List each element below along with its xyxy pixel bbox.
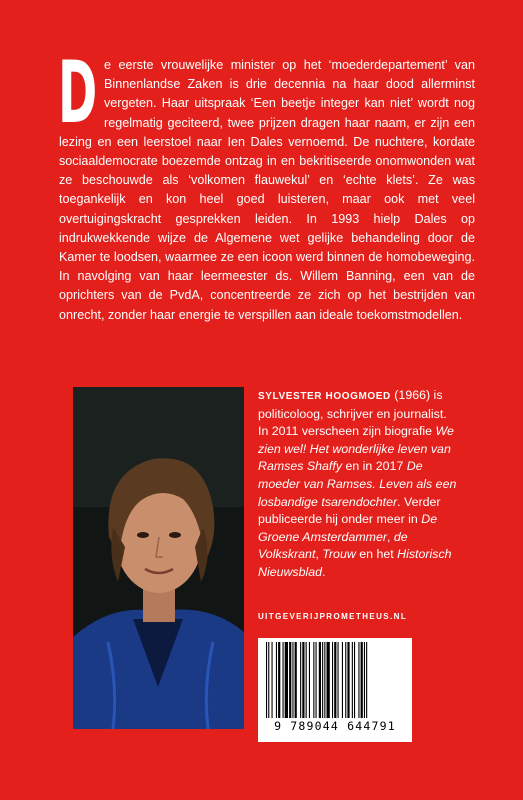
- blurb-text: e eerste vrouwelijke minister op het ‘moederdepartement’ van Binnenlandse Zaken is drie decennia na haar dood allerminst vergeten. Haar uitspraak ‘Een beetje integer kan niet’ wordt nog regelmatig geciteerd, twee prijzen dragen haar naam, er zijn een lezing en een leerstoel naar Ien Dales vernoemd. De nuchtere, kordate sociaaldemocrate boezemde ontzag in en bekritiseerde onomwonden wat ze beschouwde als ‘volkomen flauwekul’ en ‘echte klets’. Ze was toegankelijk en kon heel goed luisteren, maar ook met veel overtuigingskracht gesprekken leiden. In 1993 hielp Dales op indrukwekkende wijze de Algemene wet gelijke behandeling door de Kamer te loodsen, waarmee ze een icoon werd binnen de homobeweging. In navolging van haar leermeester ds. Willem Banning, een van de oprichters van de PvdA, concentreerde ze zich op het bestrijden van onrecht, zonder haar energie te verspillen aan ideale toekomstmodellen.: [59, 58, 475, 322]
- bio-text: (1966) is politicoloog, schrijver en journalist. In 2011 verscheen zijn biografie: [258, 388, 447, 439]
- bio-text: .: [322, 564, 326, 579]
- publication-title: Trouw: [322, 547, 356, 562]
- bio-text: ,: [315, 547, 323, 562]
- bio-text: en het: [355, 547, 398, 562]
- publication-title: De Groene Amsterdammer: [258, 512, 438, 544]
- isbn-number: 9 789044 644791: [274, 719, 396, 733]
- author-photo: [73, 387, 244, 729]
- publication-title: de Volkskrant: [258, 529, 408, 562]
- book-title: We zien wel! Het wonderlijke leven van Ramses Shaffy: [258, 424, 454, 474]
- author-bio: [258, 387, 460, 582]
- bio-text: . Verder publiceerde hij onder meer in: [258, 494, 441, 527]
- author-name: SYLVESTER HOOGMOED: [258, 391, 391, 402]
- bio-text: ,: [387, 529, 394, 544]
- book-title: De moeder van Ramses. Leven als een losbandige tsarendochter: [258, 459, 457, 509]
- bio-text: en in 2017: [342, 459, 407, 474]
- barcode-bars: [266, 642, 404, 718]
- publisher-website: UITGEVERIJPROMETHEUS.NL: [258, 612, 408, 621]
- book-blurb: [58, 43, 475, 325]
- publication-title: Historisch Nieuwsblad: [258, 547, 452, 579]
- drop-cap: D: [58, 43, 98, 143]
- isbn-barcode: [258, 638, 412, 742]
- author-portrait-image: [73, 387, 244, 729]
